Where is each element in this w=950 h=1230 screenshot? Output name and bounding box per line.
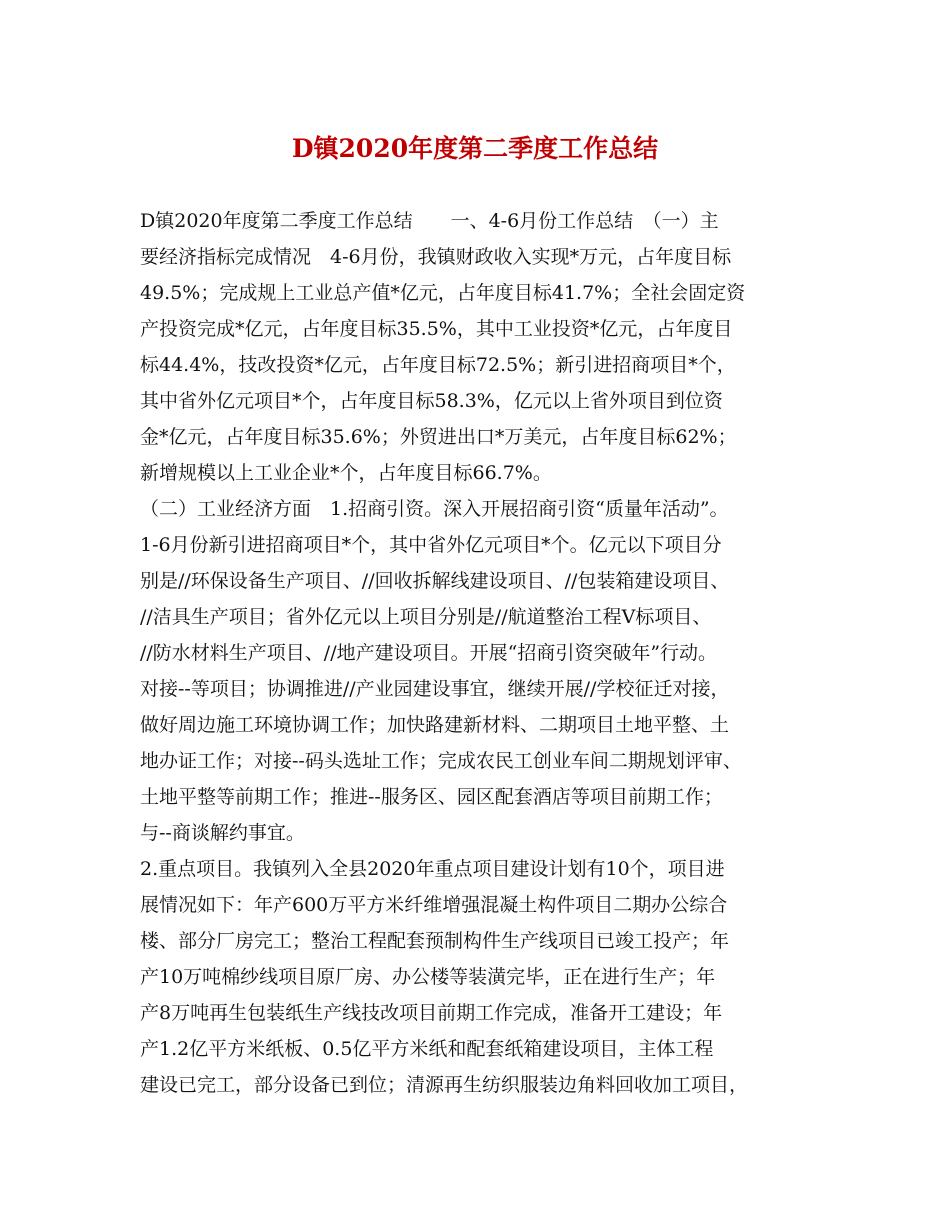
body-line: 对接--等项目；协调推进//产业园建设事宜，继续开展//学校征迁对接， bbox=[140, 678, 730, 700]
body-line: 与--商谈解约事宜。 bbox=[140, 822, 305, 844]
body-line: 做好周边施工环境协调工作；加快路建新材料、二期项目土地平整、土 bbox=[140, 714, 730, 736]
body-line: 其中省外亿元项目*个，占年度目标58.3%，亿元以上省外项目到位资 bbox=[140, 390, 723, 412]
body-line: 1-6月份新引进招商项目*个，其中省外亿元项目*个。亿元以下项目分 bbox=[140, 534, 722, 556]
body-line: //洁具生产项目；省外亿元以上项目分别是//航道整治工程Ⅴ标项目、 bbox=[140, 606, 712, 628]
body-line: D镇2020年度第二季度工作总结 一、4-6月份工作总结 （一）主 bbox=[140, 210, 719, 232]
body-line: 金*亿元，占年度目标35.6%；外贸进出口*万美元，占年度目标62%； bbox=[140, 426, 737, 448]
body-line: 要经济指标完成情况 4-6月份，我镇财政收入实现*万元，占年度目标 bbox=[140, 246, 732, 268]
body-line: 产1.2亿平方米纸板、0.5亿平方米纸和配套纸箱建设项目，主体工程 bbox=[140, 1038, 714, 1060]
body-line: 土地平整等前期工作；推进--服务区、园区配套酒店等项目前期工作； bbox=[140, 786, 723, 808]
body-line: 展情况如下：年产600万平方米纤维增强混凝土构件项目二期办公综合 bbox=[140, 894, 728, 916]
body-line: 产投资完成*亿元，占年度目标35.5%，其中工业投资*亿元，占年度目 bbox=[140, 318, 733, 340]
body-line: 标44.4%，技改投资*亿元，占年度目标72.5%；新引进招商项目*个， bbox=[140, 354, 736, 376]
body-line: （二）工业经济方面 1.招商引资。深入开展招商引资“质量年活动”。 bbox=[140, 498, 729, 520]
body-line: 产10万吨棉纱线项目原厂房、办公楼等装潢完毕，正在进行生产；年 bbox=[140, 966, 716, 988]
body-line: 49.5%；完成规上工业总产值*亿元，占年度目标41.7%；全社会固定资 bbox=[140, 282, 746, 304]
body-line: 2.重点项目。我镇列入全县2020年重点项目建设计划有10个，项目进 bbox=[140, 858, 725, 880]
document-title: D镇2020年度第二季度工作总结 bbox=[291, 134, 659, 163]
body-line: 新增规模以上工业企业*个，占年度目标66.7%。 bbox=[140, 462, 552, 484]
body-line: //防水材料生产项目、//地产建设项目。开展“招商引资突破年”行动。 bbox=[140, 642, 718, 664]
body-line: 地办证工作；对接--码头选址工作；完成农民工创业车间二期规划评审、 bbox=[140, 750, 742, 772]
body-line: 楼、部分厂房完工；整治工程配套预制构件生产线项目已竣工投产；年 bbox=[140, 930, 730, 952]
body-line: 建设已完工，部分设备已到位；清源再生纺织服装边角料回收加工项目， bbox=[140, 1074, 749, 1096]
body-line: 产8万吨再生包装纸生产线技改项目前期工作完成，准备开工建设；年 bbox=[140, 1002, 723, 1024]
document-body bbox=[140, 203, 820, 1103]
body-line: 别是//环保设备生产项目、//回收拆解线建设项目、//包装箱建设项目、 bbox=[140, 570, 730, 592]
